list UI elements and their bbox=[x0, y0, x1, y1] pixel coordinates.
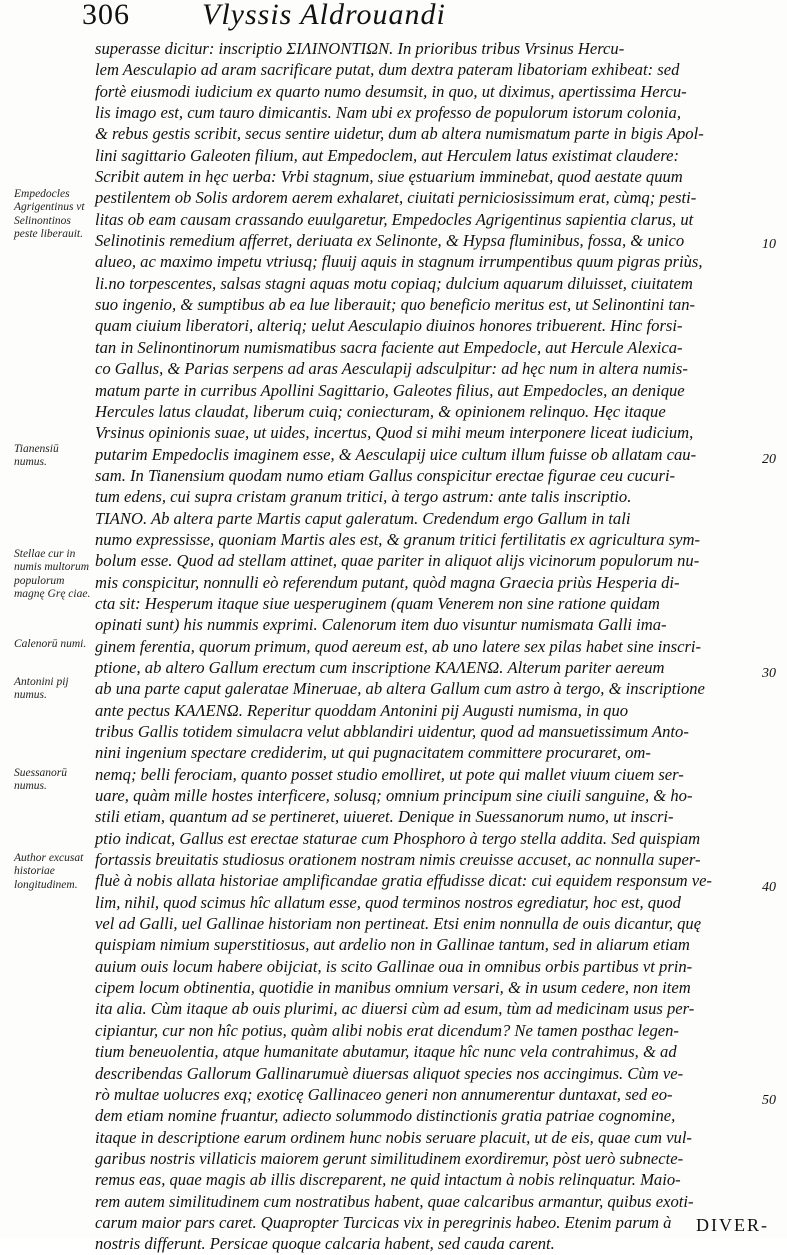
text-line: pestilentem ob Solis ardorem aerem exhalaret, ciuitati perniciosissimum erat, cùmq; pesti- bbox=[95, 188, 697, 208]
catchword: DIVER- bbox=[696, 1215, 769, 1235]
text-line: lini sagittario Galeoten filium, aut Empedoclem, aut Herculem latus existimat claudere: bbox=[95, 145, 680, 165]
text-line: li.no torpescentes, salsas stagni aquas motu copiaq; dulcium aquarum diluisset, ciuitatem bbox=[95, 273, 693, 293]
text-line: ptione, ab altero Gallum erectum cum inscriptione ΚΑΛΕΝΩ. Alterum pariter aereum bbox=[95, 657, 665, 677]
text-line: opinati sunt) his nummis exprimi. Calenorum item duo visuntur numismata Galli ima- bbox=[95, 615, 667, 635]
text-line: garibus nostris villaticis maiorem gerunt similitudinem exordiremur, pòst uerò subnecte- bbox=[95, 1148, 684, 1168]
text-line: nemq; belli ferociam, quanto posset studio emolliret, ut pote qui mallet viuum ciuem ser- bbox=[95, 764, 684, 784]
text-line: ptio indicat, Gallus est erectae staturae cum Phosphoro à tergo stella addita. Sed quispiam bbox=[95, 828, 701, 848]
margin-note: Tianensiū numus. bbox=[14, 443, 59, 469]
text-line: matum parte in curribus Apollini Sagittario, Galeotes filius, aut Empedocles, an denique bbox=[95, 380, 685, 400]
main-text bbox=[95, 38, 767, 1255]
text-line: stili etiam, quantum ad se pertineret, uiueret. Denique in Suessanorum numo, ut inscri- bbox=[95, 807, 674, 827]
margin-note: Author excusat historiae longitudinem. bbox=[14, 852, 84, 891]
page-header bbox=[82, 2, 772, 42]
text-line: uare, quàm mille hostes interficere, solusq; omnium principum sine ciuili sanguine, & ho- bbox=[95, 786, 693, 806]
text-line: quispiam nimium superstitiosus, aut ardelio non in Gallinae tantum, sed in aliarum etiam bbox=[95, 935, 690, 955]
text-line: lem Aesculapio ad aram sacrificare putat, dum dextra pateram libatoriam exhibeat: sed bbox=[95, 60, 680, 80]
margin-note: Suessanorū numus. bbox=[14, 767, 68, 793]
text-line: tribus Gallis totidem simulacra velut abblandiri uidentur, quod ad mansuetissimum Anto- bbox=[95, 722, 689, 741]
text-line: fortassis breuitatis studiosus orationem nostram nimis creuisse accuset, ac nonnulla super- bbox=[95, 850, 701, 870]
text-line: numo expressisse, quoniam Martis ales est, & granum tritici fertilitatis ex agricultura sym- bbox=[95, 529, 701, 549]
running-head: Vlyssis Aldrouandi bbox=[202, 0, 446, 31]
margin-note: Antonini pij numus. bbox=[14, 676, 69, 702]
text-line: ita alia. Cùm itaque ab ouis plurimi, ac diuersi cùm ad esum, tùm ad medicinam usus per- bbox=[95, 999, 695, 1019]
line-number: 30 bbox=[762, 666, 776, 681]
text-line: cipiantur, cur non hîc potius, quàm alibi nobis erat dicendum? Ne tamen posthac legen- bbox=[95, 1020, 679, 1040]
text-line: fluè à nobis allata historiae amplificandae gratia effudisse dicat: cui equidem responsum ve- bbox=[95, 871, 712, 891]
text-line: fortè eiusmodi iudicium ex quarto numo desumsit, in quo, ut diximus, apertissima Hercu- bbox=[95, 81, 687, 101]
text-line: ab una parte caput galeratae Mineruae, ab altera Gallum cum astro à tergo, & inscriptione bbox=[95, 679, 705, 699]
text-line: mis conspicitur, nonnulli eò referendum putant, quòd magna Graecia priùs Hesperia di- bbox=[95, 572, 680, 592]
text-line: suo ingenio, & sumptibus ab ea lue liberauit; quo beneficio meritus est, ut Selinontini tan- bbox=[95, 295, 696, 315]
text-line: auium ouis locum habere obijciat, is scito Gallinae oua in omnibus orbis partibus vt prin- bbox=[95, 956, 693, 976]
text-line: & rebus gestis scribit, secus sentire uidetur, dum ab altera numismatum parte in bigis Apol- bbox=[95, 124, 704, 144]
text-line: lis imago est, cum tauro dimicantis. Nam ubi ex professo de populorum istorum colonia, bbox=[95, 103, 681, 123]
text-line: tum edens, cui supra cristam granum tritici, à tergo astrum: ante talis inscriptio. bbox=[95, 487, 632, 507]
text-line: Selinotinis remedium afferret, deriuata ex Selinonte, & Hypsa fluminibus, fossa, & unico bbox=[95, 231, 685, 251]
line-number: 10 bbox=[762, 237, 776, 252]
text-line: Vrsinus opinionis suae, ut uides, incertus, Quod si mihi meum interponere liceat iudicium, bbox=[95, 423, 694, 443]
text-line: co Gallus, & Parias serpens ad aras Aesculapij adsculpitur: ad hęc num in altera numis- bbox=[95, 359, 688, 379]
text-line: Hercules latus claudat, liberum cuiq; coniecturam, & opinionem relinquo. Hęc itaque bbox=[95, 401, 666, 421]
text-line: remus eas, quae magis ab illis discreparent, ne quid intactum à nobis relinquatur. Maio- bbox=[95, 1170, 681, 1190]
text-line: superasse dicitur: inscriptio ΣΙΛΙΝΟΝΤΙΩΝ. In prioribus tribus Vrsinus Hercu- bbox=[95, 39, 625, 58]
line-number: 20 bbox=[762, 452, 776, 467]
text-line: quam ciuium liberatori, alteriq; uelut Aesculapio diuinos honores tribuerent. Hinc forsi- bbox=[95, 316, 683, 336]
margin-note: Empedocles Agrigentinus vt Selinontinos peste liberauit. bbox=[14, 188, 85, 241]
margin-note: Stellae cur in numis multorum populorum magnę Grę ciae. bbox=[14, 548, 91, 601]
text-line: alueo, ac maximo impetu vtriusq; fluuij aquis in stagnum irrumpentibus quum pigras priùs, bbox=[95, 252, 703, 272]
text-line: sam. In Tianensium quodam numo etiam Gallus conspicitur erectae figurae ceu cucuri- bbox=[95, 465, 676, 485]
text-line: vel ad Galli, uel Gallinae historiam non pertineat. Etsi enim nonnulla de ouis dicantur, quę bbox=[95, 914, 702, 934]
text-line: nini ingenium spectare crediderim, ut qui pugnacitatem committere procuraret, om- bbox=[95, 743, 651, 763]
text-line: Scribit autem in hęc uerba: Vrbi stagnum, siue ęstuarium imminebat, quod aestate quum bbox=[95, 167, 683, 187]
line-number: 40 bbox=[762, 880, 776, 895]
margin-note: Calenorū numi. bbox=[14, 638, 87, 650]
line-number: 50 bbox=[762, 1093, 776, 1108]
text-line: dem etiam nomine fruantur, adiecto solummodo distinctionis gratia patriae cognomine, bbox=[95, 1106, 676, 1126]
text-line: litas ob eam causam crassando euulgaretur, Empedocles Agrigentinus sapientia clarus, ut bbox=[95, 209, 694, 229]
text-line: TIANO. Ab altera parte Martis caput galeratum. Credendum ergo Gallum in tali bbox=[95, 508, 631, 528]
text-line: rem autem similitudinem cum nostratibus habent, quae calcaribus armantur, quibus exoti- bbox=[95, 1191, 694, 1211]
text-line: tan in Selinontinorum numismatibus sacra faciente aut Empedocle, aut Hercule Alexica- bbox=[95, 337, 683, 357]
text-line: lim, nihil, quod scimus hîc allatum esse, quod terminos nostros egrediatur, hoc est, quod bbox=[95, 892, 681, 912]
text-line: nostris differunt. Persicae quoque calcaria habent, sed cauda carent. bbox=[95, 1234, 555, 1254]
text-line: describendas Gallorum Gallinarumuè diuersas aliquot species nos accingimus. Cùm ve- bbox=[95, 1063, 684, 1083]
text-line: cta sit: Hesperum itaque siue uesperuginem (quam Venerem non sine ratione quidam bbox=[95, 593, 660, 613]
text-line: putarim Empedoclis imaginem esse, & Aesculapij uice cultum illum fuisse ob allatam cau- bbox=[95, 444, 697, 464]
text-line: ginem ferentia, quorum primum, quod aereum est, ab uno latere sex pilas habet sine inscri- bbox=[95, 636, 702, 656]
text-line: tium beneuolentia, atque humanitate abutamur, itaque hîc nunc vela contrahimus, & ad bbox=[95, 1042, 677, 1062]
page-number: 306 bbox=[82, 0, 130, 31]
text-line: carum maior pars caret. Quapropter Turcicas vix in peregrinis habeo. Etenim parum à bbox=[95, 1212, 672, 1232]
text-line: cipem locum obtinentia, quotidie in manibus omnium versari, & in usum cedere, non item bbox=[95, 978, 691, 998]
text-line: itaque in descriptione earum ordinem hunc nobis seruare placuit, ut de eis, quae cum vul- bbox=[95, 1127, 692, 1147]
text-line: bolum esse. Quod ad stellam attinet, quae pariter in aliquot alijs vicinorum populorum nu- bbox=[95, 551, 700, 571]
text-line: rò multae uolucres exq; exoticę Gallinaceo generi non annumerentur duntaxat, sed eo- bbox=[95, 1084, 673, 1104]
text-line: ante pectus ΚΑΛΕΝΩ. Reperitur quoddam Antonini pij Augusti numisma, in quo bbox=[95, 700, 629, 720]
